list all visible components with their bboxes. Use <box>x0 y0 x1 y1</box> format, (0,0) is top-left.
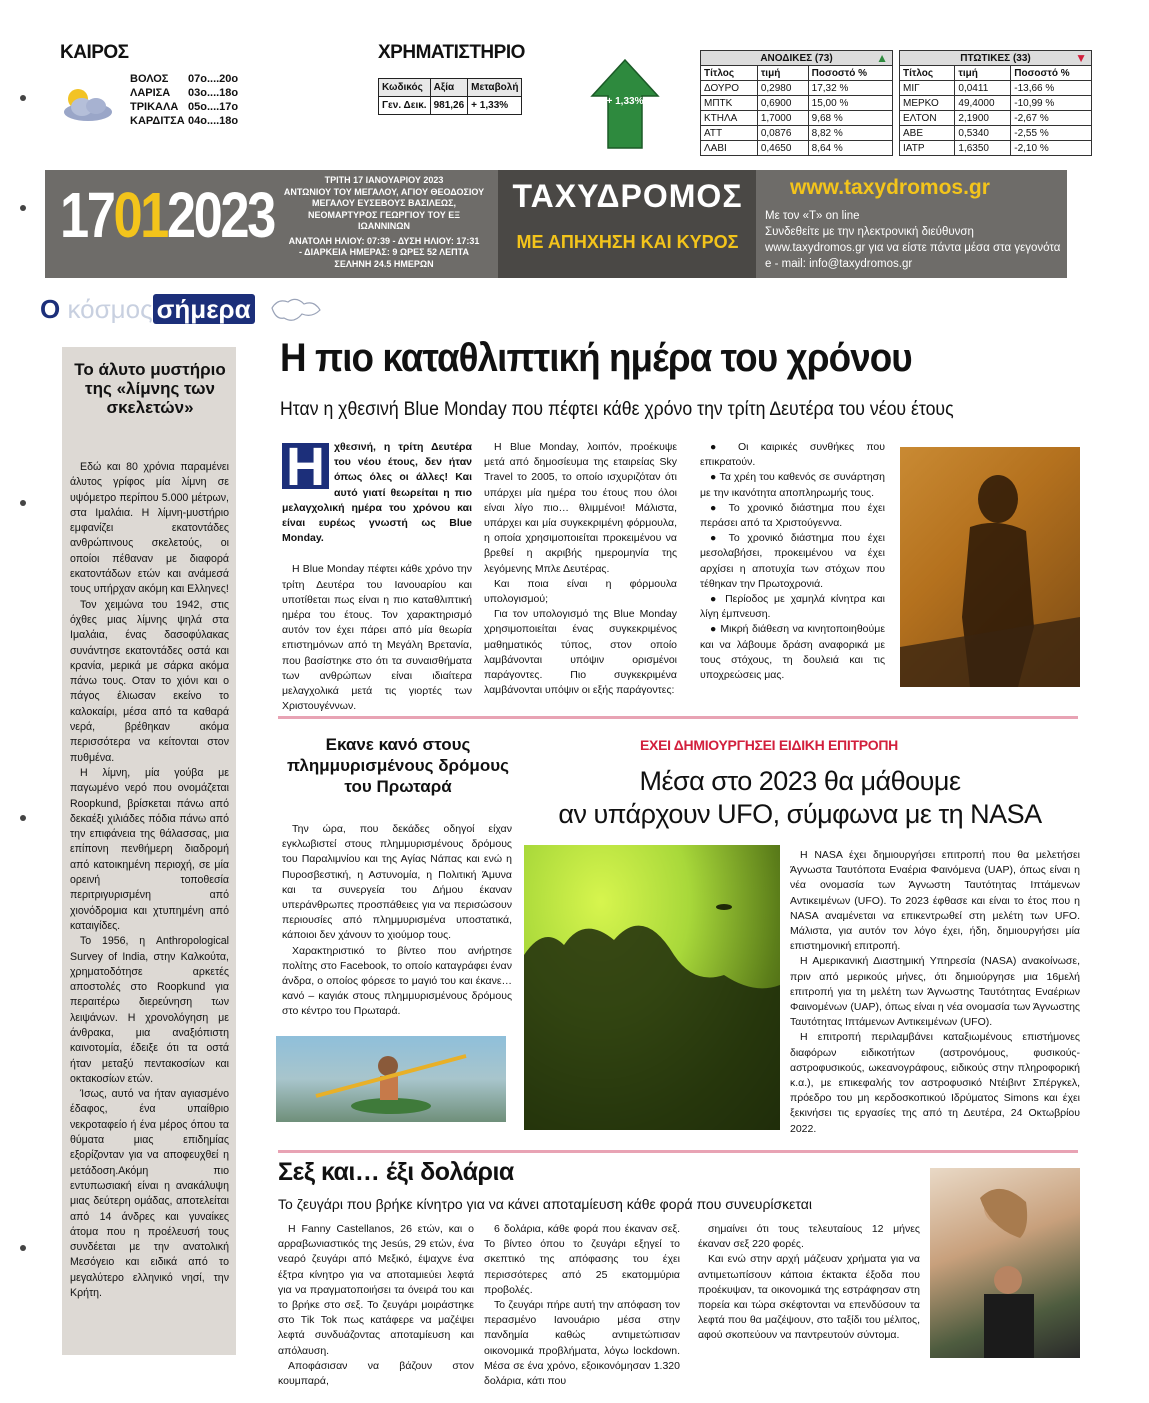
paragraph: Το ζευγάρι πήρε αυτή την απόφαση τον περασμένο Ιανουάριο μέσα στην πανδημία καθώς αντιμετώπισαν οικονομικά προβλήματα, λόγω lockdown. Μέσα σε ένα χρόνο, εξοικονόμησαν 1.320 δολάρια, κάτι που <box>484 1299 680 1388</box>
website-info <box>765 208 1060 272</box>
paragraph: Εδώ και 80 χρόνια παραμένει άλυτος γρίφος μία λίμνη σε υψόμετρο περίπου 5.000 μέτρων, στα Ιμαλάια. Η λίμνη-μυστήριο εμφανίζει εκατοντάδες ανθρώπινους σκελετούς, οι οποίοι πέθαναν με διαφορά εκατοντάδων ετών και ανάμεσά τους υπήρχαν ακόμη και Ελληνες! <box>70 461 229 596</box>
paper-logo: ΤΑΧΥΔΡΟΜΟΣ <box>512 178 743 214</box>
city-name: ΒΟΛΟΣ <box>130 73 169 85</box>
section-label <box>40 294 255 325</box>
gainers-title <box>701 51 893 66</box>
percent: -13,66 % <box>1011 81 1092 96</box>
city-temp: 07ο....20ο <box>188 73 239 85</box>
ufo-headline <box>540 765 1060 831</box>
paragraph: Η επιτροπή περιλαμβάνει καταξιωμένους επιστήμονες διαφόρων ειδικοτήτων (αστρονόμους, φυσικούς-αστροφυσικούς, ωκεανογράφους, ειδικούς στην πληροφορική κ.α.), με επικεφαλής τον αστροφυσικό Ντέιβιντ Σπέργκελ, πρόεδρο του μη κερδοσκοπικού Ιδρύματος Simons και έχει ξεκινήσει τις εργασίες της από τη Δευτέρα, 24 Οκτωβρίου 2022. <box>790 1031 1080 1135</box>
price: 49,4000 <box>955 96 1011 111</box>
index-cell: 981,26 <box>430 97 468 115</box>
web-line: Με τον «Τ» on line <box>765 210 860 222</box>
paragraph: 6 δολάρια, κάθε φορά που έκαναν σεξ. Το βίντεο όπου το ζευγάρι εξηγεί το σκεπτικό της απόφασης του έχει περισσότερες από 25 εκατομμύρια προβολές. <box>484 1223 680 1296</box>
main-subheadline: Ηταν η χθεσινή Blue Monday που πέφτει κάθε χρόνο την τρίτη Δευτέρα του νέου έτους <box>280 399 954 420</box>
day-info <box>282 175 486 270</box>
email-link[interactable]: e - mail: info@taxydromos.gr <box>765 258 913 270</box>
city-temp: 03ο....18ο <box>188 87 239 99</box>
date-day: 17 <box>60 179 114 251</box>
gainers-header <box>701 66 893 81</box>
main-col-1 <box>282 437 472 714</box>
weather-row <box>130 115 238 129</box>
main-col-2 <box>484 440 677 698</box>
bullet-item: ● Τα χρέη του καθενός σε συνάρτηση με την ικανότητα αποπληρωμής τους. <box>700 471 885 499</box>
col-head: τιμή <box>955 66 1011 81</box>
margin-mark <box>20 205 26 211</box>
percent: -2,55 % <box>1011 126 1092 141</box>
index-cell: + 1,33% <box>468 97 522 115</box>
ticker: ΙΑΤΡ <box>900 141 955 156</box>
table-row <box>900 96 1092 111</box>
bullet-item: ● Περίοδος με χαμηλά κίνητρα και λίγη έμπνευση. <box>700 593 885 621</box>
price: 0,0411 <box>955 81 1011 96</box>
lead-text: χθεσινή, η τρίτη Δευτέρα του νέου έτους, δεν ήταν όπως όλες οι άλλες! Και αυτό γιατί θεωρείται η πιο μελαγχολική ημέρα του χρόνου και είναι ευρέως γνωστή ως Blue Monday. <box>282 441 472 545</box>
bullet-item: ● Το χρονικό διάστημα που έχει μεσολαβήσει, προκειμένου να έχει αρχίσει η αποτυχία των στόχων που τέθηκαν την Πρωτοχρονιά. <box>700 532 885 590</box>
price: 0,6900 <box>757 96 808 111</box>
gainers-title-text: ΑΝΟΔΙΚΕΣ (73) <box>760 52 833 64</box>
arrow-label: + 1,33% <box>606 96 644 107</box>
ticker: ΑΒΕ <box>900 126 955 141</box>
date-year: 2023 <box>166 179 274 251</box>
price: 1,6350 <box>955 141 1011 156</box>
bullet-item: ● Το χρονικό διάστημα που έχει περάσει από τα Χριστούγεννα. <box>700 501 885 530</box>
website-link[interactable]: www.taxydromos.gr <box>790 176 990 199</box>
city-temp: 04ο....18ο <box>188 115 239 127</box>
price: 0,4650 <box>757 141 808 156</box>
losers-title-row <box>900 51 1092 66</box>
percent: -2,10 % <box>1011 141 1092 156</box>
section-divider <box>278 1150 1078 1153</box>
web-line: Συνδεθείτε με την ηλεκτρονική διεύθυνση <box>765 226 974 238</box>
shadow-figure-icon <box>900 447 1080 687</box>
gainers-table <box>700 50 893 156</box>
header-cell: Κωδικός <box>379 79 431 97</box>
sex-col-2 <box>484 1222 680 1389</box>
paragraph: Η Blue Monday πέφτει κάθε χρόνο την τρίτη Δευτέρα του Ιανουαρίου και υποτίθεται πως είναι η πιο καταθλιπτική ημέρα του έτους. Τον χαρακτηρισμό αυτόν τον έχει πάρει από μία θεωρία επιστημόνων από τη Μεγάλη Βρετανία, που βασίστηκε στο ότι τα συναισθήματα των ανθρώπων είναι ιδιαίτερα μελαγχολικά μετά τις γιορτές των Χριστουγέννων. <box>282 563 472 713</box>
price: 2,1900 <box>955 111 1011 126</box>
paragraph: Για τον υπολογισμό της Blue Monday χρησιμοποιείται ένας συγκεκριμένος μαθηματικός τύπος, στον οποίο λαμβάνονται υπόψιν ορισμένοι παράγοντες. Πιο συγκεκριμένα λαμβάνονται υπόψιν οι εξής παράγοντες: <box>484 608 677 697</box>
dropcap: Η <box>282 443 329 489</box>
weather-list <box>130 73 238 129</box>
date-month: 01 <box>113 179 167 251</box>
couple-figure-icon <box>930 1168 1080 1358</box>
kayaker-figure-icon <box>276 1036 506 1122</box>
globe-map-icon <box>268 294 324 328</box>
sex-headline: Σεξ και… έξι δολάρια <box>278 1158 514 1186</box>
header-cell: Αξία <box>430 79 468 97</box>
ufo-headline-line: Μέσα στο 2023 θα μάθουμε <box>639 766 961 796</box>
margin-mark <box>20 95 26 101</box>
col-head: Ποσοστό % <box>1011 66 1092 81</box>
table-row <box>701 126 893 141</box>
ticker: ΜΕΡΚΟ <box>900 96 955 111</box>
percent: 15,00 % <box>808 96 892 111</box>
sex-subheadline: Το ζευγάρι που βρήκε κίνητρο για να κάνει αποταμίευση κάθε φορά που συνευρίσκεται <box>278 1196 812 1212</box>
margin-mark <box>20 500 26 506</box>
table-row <box>900 126 1092 141</box>
shadow-photo <box>900 447 1080 687</box>
ufo-sky-icon <box>524 845 780 1130</box>
sex-col-1 <box>278 1222 474 1389</box>
stock-title: ΧΡΗΜΑΤΙΣΤΗΡΙΟ <box>378 42 525 63</box>
paragraph: Η Αμερικανική Διαστημική Υπηρεσία (NASA) ανακοίνωσε, πριν από μερικούς μήνες, ότι δημιούργησε μια 16μελή επιτροπή για τη μελέτη των Άγνωστης Ταυτότητας Εναέριων Φαινομένων (UAP), όπως είναι η νέα ονομασία των Άγνωστης Ταυτότητας Ιπτάμενων Αντικειμένων (UFO). <box>790 955 1080 1029</box>
city-name: ΚΑΡΔΙΤΣΑ <box>130 115 185 127</box>
col-head: Ποσοστό % <box>808 66 892 81</box>
losers-title-text: ΠΤΩΤΙΚΕΣ (33) <box>960 52 1031 64</box>
ticker: ΕΛΤΟΝ <box>900 111 955 126</box>
gainers-title-row <box>701 51 893 66</box>
ticker: ΔΟΥΡΟ <box>701 81 758 96</box>
sun-times: ΑΝΑΤΟΛΗ ΗΛΙΟΥ: 07:39 - ΔΥΣΗ ΗΛΙΟΥ: 17:31 <box>288 235 480 246</box>
red-down-icon: ▼ <box>1075 51 1087 65</box>
lead-paragraph <box>282 437 472 546</box>
bullet-item: ● Οι καιρικές συνθήκες που επικρατούν. <box>700 441 885 469</box>
paragraph: Ίσως, αυτό να ήταν αγιασμένο έδαφος, ένα υπαίθριο νεκροταφείο ή ένα μέρος όπου τα θύματα μιας επιδημίας εξορίζονταν για να αποφευχθεί η μετάδοση.Ακόμη πιο εντυπωσιακή είναι η ανακάλυψη μιας δεύτερη ομάδας, αποτελείται από 14 άνδρες και γυναίκες άτομα που η προέλευσή τους συνδέεται με την ανατολική Μεσόγειο και ειδικά από το μεγαλύτερο ελληνικό νησί, την Κρήτη. <box>70 1088 229 1300</box>
bullet-item: ● Μικρή διάθεση να κινητοποιηθούμε και να λάβουμε δράση αναφορικά με τους στόχους, τη δουλειά και τις υποχρεώσεις μας. <box>700 623 885 682</box>
main-col-3 <box>690 440 885 683</box>
losers-title <box>900 51 1092 66</box>
col-head: τιμή <box>757 66 808 81</box>
paragraph: Η Fanny Castellanos, 26 ετών, και ο αρραβωνιαστικός της Jesús, 29 ετών, ένα νεαρό ζευγάρι από Μεξικό, έψαχνε ένα έξτρα κίνητρο για να αποταμιεύει λεφτά για να πραγματοποιήσει τα όνειρά του και το βρήκε στο σεξ. Το ζευγάρι μοιράστηκε στο Tik Tok πως κατάφερε να μαζέψει λεφτά συνδυάζοντας αποταμίευση και απόλαυση. <box>278 1223 474 1357</box>
paragraph: Η NASA έχει δημιουργήσει επιτροπή που θα μελετήσει Άγνωστα Ταυτόποτα Εναέρια Φαινόμενα (UAP), όπως είναι η νέα ονομασία των Άγνωστη Ταυτότητας Ιπτάμενων Αντικειμένων (UFO). Το 2023 έφθασε και είναι το έτος που η NASA αναμένεται να επικεντρωθεί στη μελέτη των UFO. Μάλιστα, για αυτόν τον λόγο έχει, ήδη, δημιουργήσει μία επιστημονική επιτροπή. <box>790 849 1080 953</box>
ufo-body <box>790 848 1080 1137</box>
paragraph: Και ποια είναι η φόρμουλα υπολογισμού; <box>484 577 677 606</box>
paragraph: Το 1956, η Anthropological Survey of India, στην Καλκούτα, χρηματοδότησε αρκετές αποστολές στο Roopkund για περαιτέρω διερεύνηση των λειψάνων. Η χρονολόγηση με άνθρακα, μια αναξιόπιστη καινοτομία, έδειξε ότι τα οστά ήταν μεταξύ πεντακοσίων και οκτακοσίων ετών. <box>70 935 229 1085</box>
margin-mark <box>20 1245 26 1251</box>
table-row <box>900 111 1092 126</box>
main-headline: Η πιο καταθλιπτική ημέρα του χρόνου <box>280 336 912 380</box>
index-header-row <box>379 79 522 97</box>
losers-header <box>900 66 1092 81</box>
paragraph: Η Blue Monday, λοιπόν, προέκυψε μετά από δημοσίευμα της εταιρείας Sky Travel το 2005, το οποίο ισχυριζόταν ότι υπάρχει μία ημέρα του έτους που όλοι είναι λίγο πιο… θλιμμένοι! Μάλιστα, υπάρχει και μία συγκεκριμένη φόρμουλα, η οποία χρησιμοποιείται προκειμένου να βρεθεί η ακριβής ημερομηνία της λεγόμενης Μπλε Δευτέρας. <box>484 441 677 575</box>
paragraph: Αποφάσισαν να βάζουν στον κουμπαρά, <box>278 1359 474 1388</box>
col-head: Τίτλος <box>701 66 758 81</box>
flood-headline: Εκανε κανό στους πλημμυρισμένους δρόμους του Πρωταρά <box>287 735 509 796</box>
sidebar-body <box>70 460 229 1301</box>
ufo-photo <box>524 845 780 1130</box>
partly-cloudy-icon <box>58 86 116 124</box>
price: 0,5340 <box>955 126 1011 141</box>
kayak-photo <box>276 1036 506 1122</box>
ticker: ΑΤΤ <box>701 126 758 141</box>
percent: 8,64 % <box>808 141 892 156</box>
percent: -10,99 % <box>1011 96 1092 111</box>
city-name: ΛΑΡΙΣΑ <box>130 87 171 99</box>
paragraph: Την ώρα, που δεκάδες οδηγοί είχαν εγκλωβιστεί στους πλημμυρισμένους δρόμους του Παραλιμνίου και της Αγίας Νάπας και ενώ η Πυροσβεστική, η Αστυνομία, η Πολιτική Άμυνα και τα συνεργεία του Δήμου έκαναν υπεράνθρωπες προσπάθειες για να περισώσουν περιουσίες από πλημμυρισμένα υποστατικά, κάποιοι δεν χάνουν το χιούμορ τους. <box>282 823 512 942</box>
paragraph: σημαίνει ότι τους τελευταίους 12 μήνες έκαναν σεξ 220 φορές. <box>698 1223 920 1251</box>
ufo-headline-line: αν υπάρχουν UFO, σύμφωνα με τη NASA <box>558 799 1042 829</box>
header-cell: Μεταβολή <box>468 79 522 97</box>
percent: -2,67 % <box>1011 111 1092 126</box>
flood-body <box>282 822 512 1020</box>
paragraph: Η λίμνη, μία γούβα με παγωμένο νερό που ονομάζεται Roopkund, βρίσκεται πάνω από δεκαέξι χιλιάδες πόδια πάνω από την επιφάνεια της θάλασσας, μια επίπονη πενθήμερη διαδρομή από κατοικημένη περιοχή, σε μία ορεινή τοποθεσία περιτριγυρισμένη από χιονόδρομια και χτυπημένη από καταιγίδες. <box>70 766 229 932</box>
losers-table <box>899 50 1092 156</box>
percent: 9,68 % <box>808 111 892 126</box>
index-cell: Γεν. Δεικ. <box>379 97 431 115</box>
ufo-kicker: ΕΧΕΙ ΔΗΜΙΟΥΡΓΗΣΕΙ ΕΙΔΙΚΗ ΕΠΙΤΡΟΠΗ <box>640 737 898 753</box>
ticker: ΜΠΤΚ <box>701 96 758 111</box>
table-row <box>701 141 893 156</box>
ticker: ΜΙΓ <box>900 81 955 96</box>
section-simera: σήμερα <box>153 294 255 324</box>
percent: 8,82 % <box>808 126 892 141</box>
moon-phase: ΣΕΛΗΝΗ 24.5 ΗΜΕΡΩΝ <box>334 258 434 269</box>
price: 0,0876 <box>757 126 808 141</box>
section-o: Ο <box>40 294 61 324</box>
weather-row <box>130 101 238 115</box>
ticker: ΛΑΒΙ <box>701 141 758 156</box>
sex-col-3 <box>698 1222 920 1344</box>
table-row <box>701 111 893 126</box>
city-name: ΤΡΙΚΑΛΑ <box>130 101 179 113</box>
ticker: ΚΤΗΛΑ <box>701 111 758 126</box>
saints-label: ΑΝΤΩΝΙΟΥ ΤΟΥ ΜΕΓΑΛΟΥ, ΑΓΙΟΥ ΘΕΟΔΟΣΙΟΥ ΜΕΓΑΛΟΥ ΕΥΣΕΒΟΥΣ ΒΑΣΙΛΕΩΣ, ΝΕΟΜΑΡΤΥΡΟΣ ΓΕΩΡΓΙΟΥ ΤΟΥ ΕΞ ΙΩΑΝΝΙΝΩΝ <box>283 186 485 231</box>
web-line: www.taxydromos.gr για να είστε πάντα μέσα στα γεγονότα <box>765 242 1061 254</box>
paragraph: Χαρακτηριστικό το βίντεο που ανήρτησε πολίτης στο Facebook, το οποίο καταγράφει έναν άνδρα, ο οποίος φόρεσε το μαγιό του και έκανε… κανό – καγιάκ στους πλημμυρισμένους δρόμους στο κέντρο του Πρωταρά. <box>282 944 512 1018</box>
table-row <box>900 141 1092 156</box>
couple-photo <box>930 1168 1080 1358</box>
city-temp: 05ο....17ο <box>188 101 239 113</box>
weather-title: ΚΑΙΡΟΣ <box>60 42 129 63</box>
paper-motto: ΜΕ ΑΠΗΧΗΣΗ ΚΑΙ ΚΥΡΟΣ <box>516 232 739 252</box>
paragraph: Τον χειμώνα του 1942, στις όχθες μιας λίμνης ψηλά στα Ιμαλάια, ένας δασοφύλακας συνάντησε εκατοντάδες οστά και κρανία, μερικά με σάρκα ακόμα πάνω τους. Οταν το χιόνι και ο πάγος έλιωσαν εκείνο το καλοκαίρι, μέσα από τα καθαρά νερά, βρέθηκαν ακόμα περισσότερα να κείτονται στον πυθμένα. <box>70 598 229 764</box>
sidebar-headline: Το άλυτο μυστήριο της «λίμνης των σκελετών» <box>74 360 226 417</box>
big-date <box>60 178 274 252</box>
day-label: ΤΡΙΤΗ 17 ΙΑΝΟΥΑΡΙΟΥ 2023 <box>324 175 444 185</box>
col-head: Τίτλος <box>900 66 955 81</box>
section-divider <box>278 716 1078 719</box>
table-row <box>701 96 893 111</box>
green-up-icon: ▲ <box>876 51 888 65</box>
section-kosmos: κόσμος <box>67 294 153 324</box>
price: 1,7000 <box>757 111 808 126</box>
percent: 17,32 % <box>808 81 892 96</box>
paragraph: Και ενώ στην αρχή μάζευαν χρήματα για να αντιμετωπίσουν κάποια έκτακτα έξοδα που προέκυψαν, τα οικονομικά της εστράφησαν στη πορεία και τώρα σκέφτονται να επενδύσουν τα λεφτά που θα μαζέψουν, στο ταξίδι του μέλιτος, αφού σκοπεύουν να παντρευτούν σύντομα. <box>698 1253 920 1342</box>
index-row <box>379 97 522 115</box>
price: 0,2980 <box>757 81 808 96</box>
table-row <box>900 81 1092 96</box>
weather-row <box>130 73 238 87</box>
margin-mark <box>20 815 26 821</box>
weather-row <box>130 87 238 101</box>
table-row <box>701 81 893 96</box>
day-length: - ΔΙΑΡΚΕΙΑ ΗΜΕΡΑΣ: 9 ΩΡΕΣ 52 ΛΕΠΤΑ <box>298 247 469 257</box>
index-table <box>378 78 522 115</box>
